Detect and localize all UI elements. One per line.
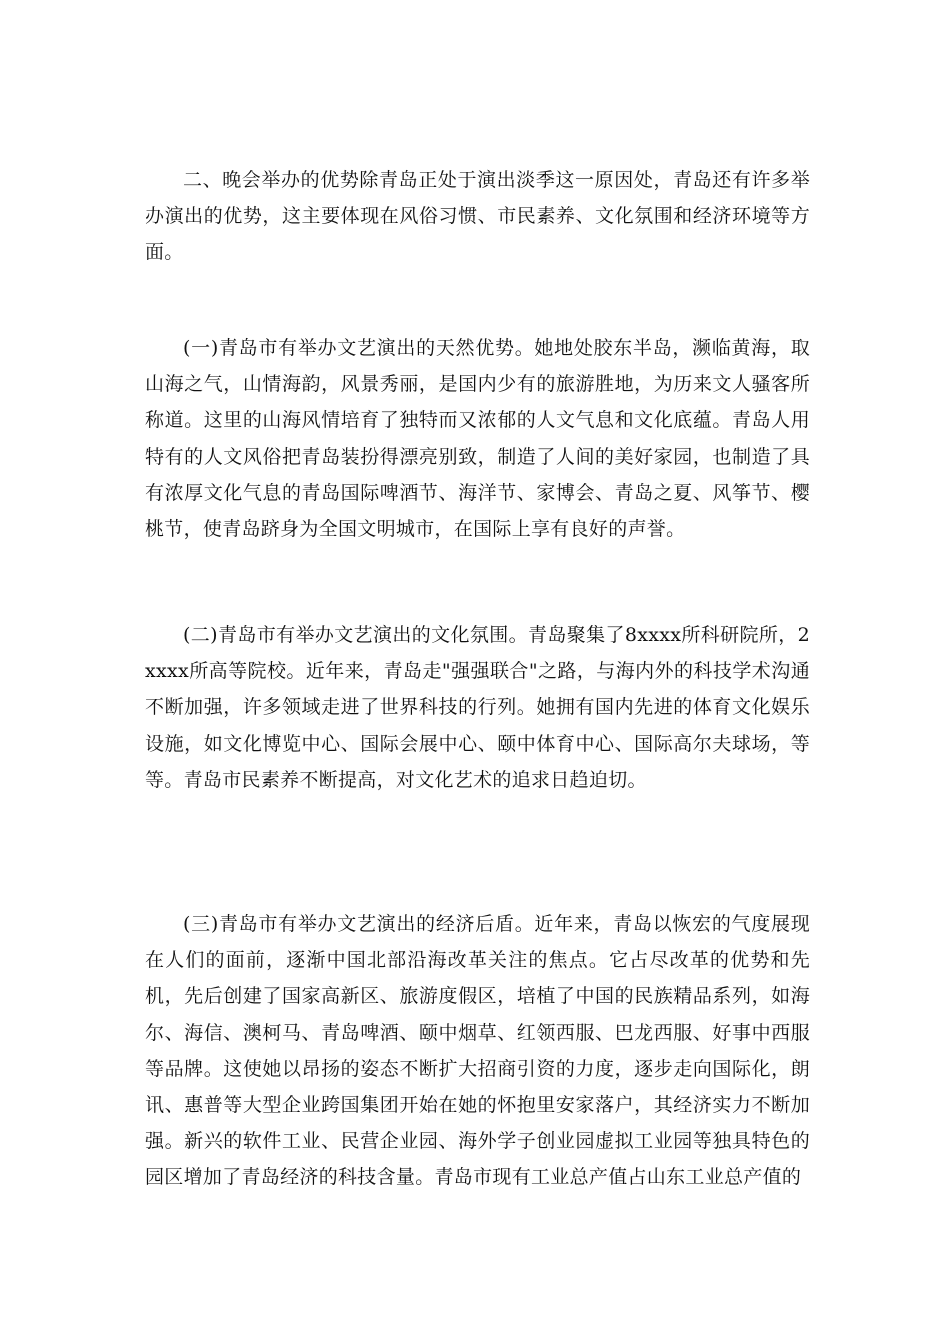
paragraph-cultural-atmosphere: (二)青岛市有举办文艺演出的文化氛围。青岛聚集了8xxxx所科研院所，2xxxx所高等院校。近年来，青岛走"强强联合"之路，与海内外的科技学术沟通不断加强，许多领域走进了世界科技的行列。她拥有国内先进的体育文化娱乐设施，如文化博览中心、国际会展中心、颐中体育中心、国际高尔夫球场，等等。青岛市民素养不断提高，对文化艺术的追求日趋迫切。 — [145, 624, 810, 791]
paragraph-natural-advantage: (一)青岛市有举办文艺演出的天然优势。她地处胶东半岛，濒临黄海，取山海之气，山情海韵，风景秀丽，是国内少有的旅游胜地，为历来文人骚客所称道。这里的山海风情培育了独特而又浓郁的人文气息和文化底蕴。青岛人用特有的人文风俗把青岛装扮得漂亮别致，制造了人间的美好家园，也制造了具有浓厚文化气息的青岛国际啤酒节、海洋节、家博会、青岛之夏、风筝节、樱桃节，使青岛跻身为全国文明城市，在国际上享有良好的声誉。 — [145, 337, 810, 541]
paragraph-economic-backing: (三)青岛市有举办文艺演出的经济后盾。近年来，青岛以恢宏的气度展现在人们的面前，逐渐中国北部沿海改革关注的焦点。它占尽改革的优势和先机，先后创建了国家高新区、旅游度假区，培植了中国的民族精品系列，如海尔、海信、澳柯马、青岛啤酒、颐中烟草、红领西服、巴龙西服、好事中西服等品牌。这使她以昂扬的姿态不断扩大招商引资的力度，逐步走向国际化，朗讯、惠普等大型企业跨国集团开始在她的怀抱里安家落户，其经济实力不断加强。新兴的软件工业、民营企业园、海外学子创业园虚拟工业园等独具特色的园区增加了青岛经济的科技含量。青岛市现有工业总产值占山东工业总产值的 — [145, 913, 810, 1189]
paragraph-advantages-intro: 二、晚会举办的优势除青岛正处于演出淡季这一原因处，青岛还有许多举办演出的优势，这主要体现在风俗习惯、市民素养、文化氛围和经济环境等方面。 — [145, 169, 810, 264]
